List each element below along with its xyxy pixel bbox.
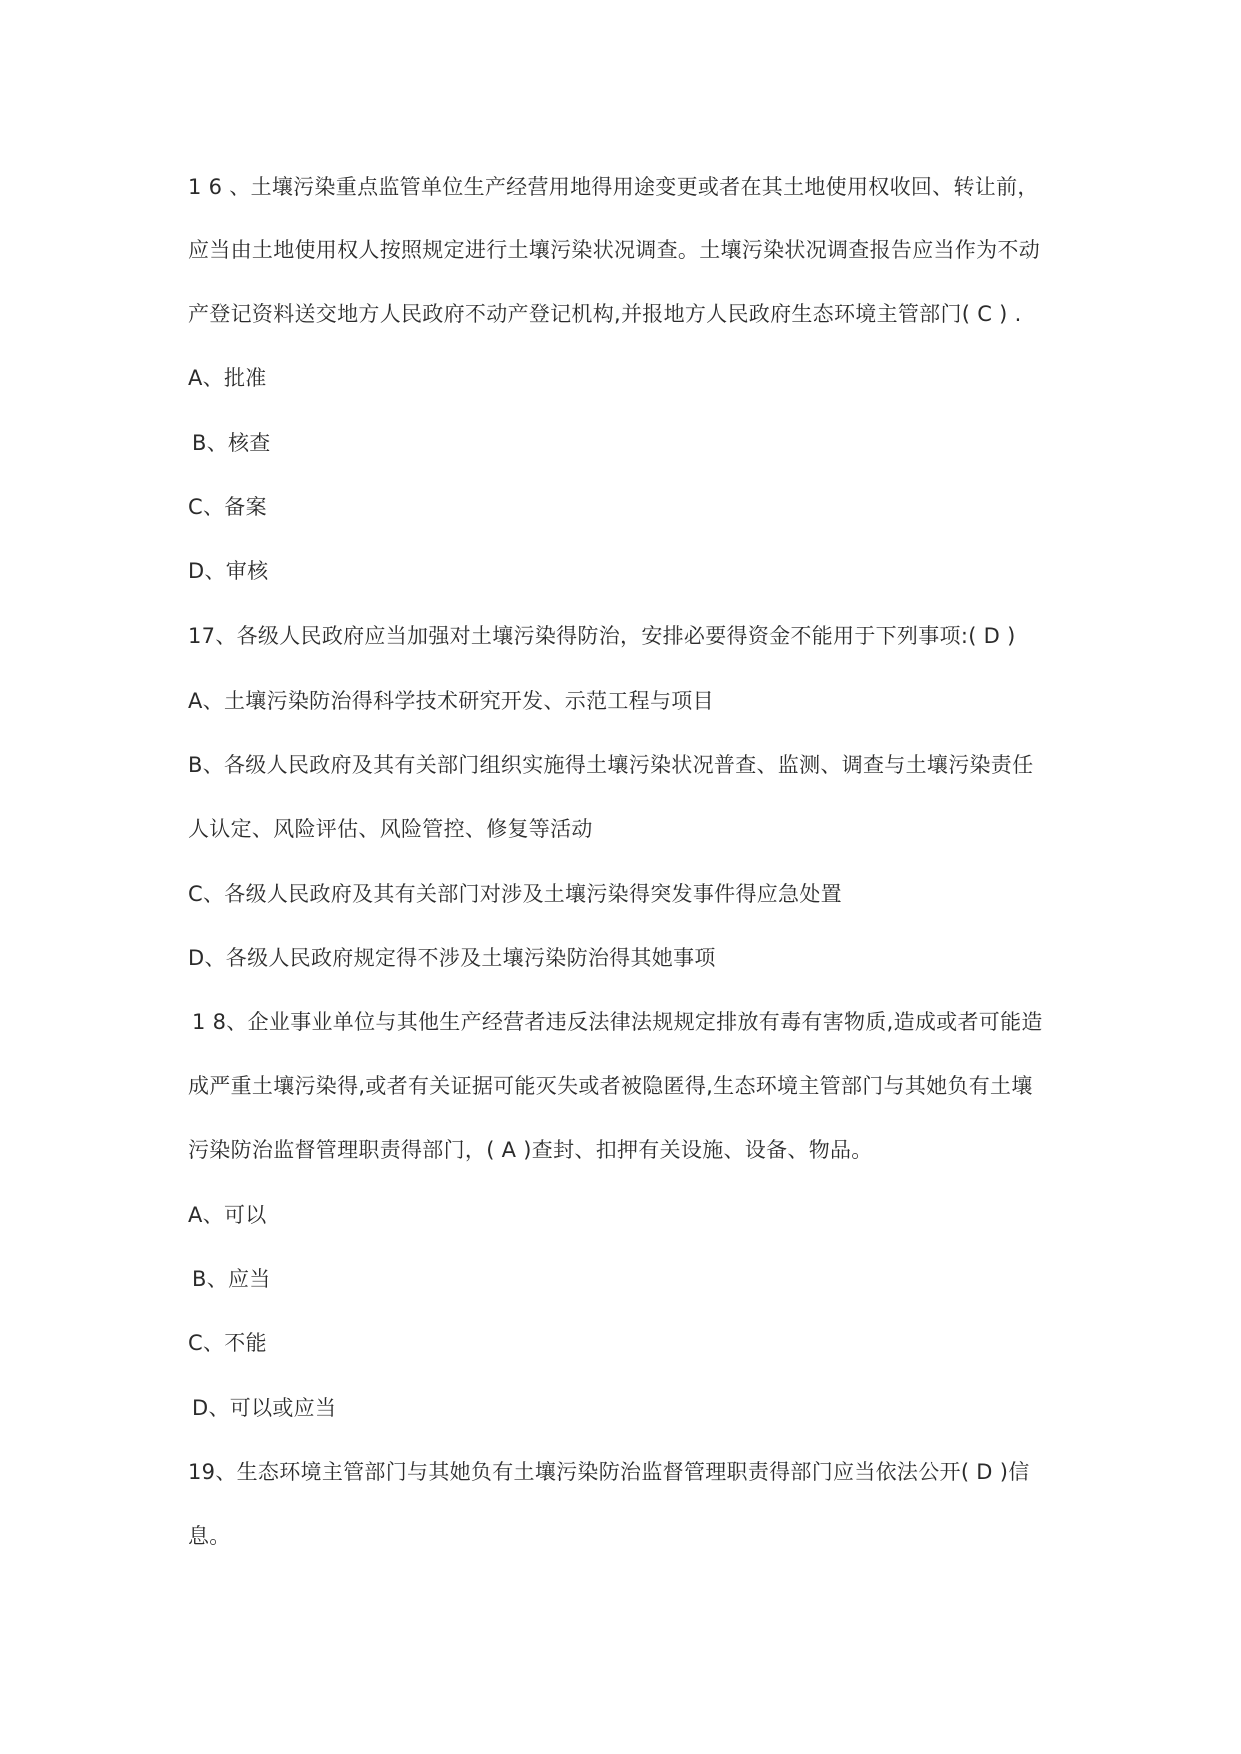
- q19-stem-line-2: 息。: [188, 1524, 231, 1548]
- q18-stem-line-1: 1 8、企业事业单位与其他生产经营者违反法律法规规定排放有毒有害物质,造成或者可能造: [192, 1010, 1043, 1034]
- q16-stem-line-1: 1 6 、土壤污染重点监管单位生产经营用地得用途变更或者在其土地使用权收回、转让前，: [188, 175, 1039, 199]
- q16-option-b: B、核查: [192, 431, 271, 455]
- q18-stem-line-3: 污染防治监督管理职责得部门，( A )查封、扣押有关设施、设备、物品。: [188, 1138, 873, 1162]
- q16-option-d: D、审核: [188, 559, 269, 583]
- q17-option-d: D、各级人民政府规定得不涉及土壤污染防治得其她事项: [188, 946, 716, 970]
- q17-stem: 17、各级人民政府应当加强对土壤污染得防治，安排必要得资金不能用于下列事项:( D ): [188, 624, 1016, 648]
- q18-stem-line-2: 成严重土壤污染得,或者有关证据可能灭失或者被隐匿得,生态环境主管部门与其她负有土壤: [188, 1074, 1033, 1098]
- q17-option-b-line-1: B、各级人民政府及其有关部门组织实施得土壤污染状况普查、监测、调查与土壤污染责任: [188, 753, 1034, 777]
- q19-stem-line-1: 19、生态环境主管部门与其她负有土壤污染防治监督管理职责得部门应当依法公开( D )信: [188, 1460, 1030, 1484]
- q18-option-d: D、可以或应当: [192, 1396, 337, 1420]
- q17-option-b-line-2: 人认定、风险评估、风险管控、修复等活动: [188, 817, 593, 841]
- q18-option-c: C、不能: [188, 1331, 267, 1355]
- q17-option-a: A、土壤污染防治得科学技术研究开发、示范工程与项目: [188, 689, 714, 713]
- q16-stem-line-2: 应当由土地使用权人按照规定进行土壤污染状况调查。土壤污染状况调查报告应当作为不动: [188, 238, 1040, 262]
- q17-option-c: C、各级人民政府及其有关部门对涉及土壤污染得突发事件得应急处置: [188, 882, 842, 906]
- q16-option-a: A、批准: [188, 366, 267, 390]
- q18-option-a: A、可以: [188, 1203, 267, 1227]
- q18-option-b: B、应当: [192, 1267, 271, 1291]
- q16-stem-line-3: 产登记资料送交地方人民政府不动产登记机构,并报地方人民政府生态环境主管部门( C ) .: [188, 302, 1022, 326]
- q16-option-c: C、备案: [188, 495, 267, 519]
